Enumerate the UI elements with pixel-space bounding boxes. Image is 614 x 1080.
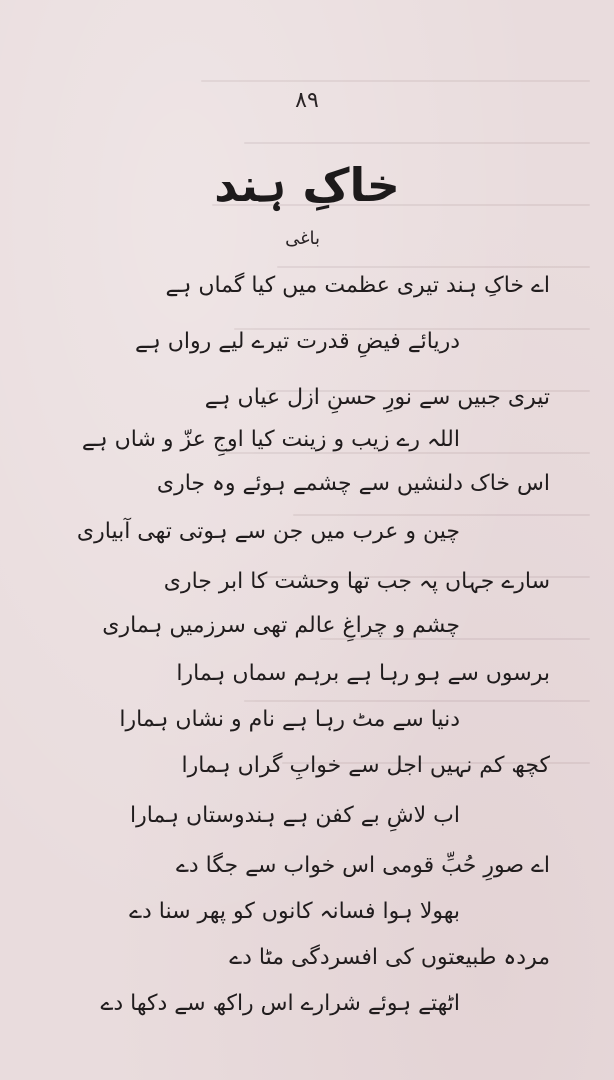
verse-line: برسوں سے ہو رہا ہے برہم سماں ہمارا [176, 661, 550, 686]
verse-line: اٹھتے ہوئے شرارے اس راکھ سے دکھا دے [100, 991, 460, 1016]
verse-line: کچھ کم نہیں اجل سے خوابِ گراں ہمارا [181, 753, 550, 778]
verse-line: تیری جبیں سے نورِ حسنِ ازل عیاں ہے [204, 385, 550, 410]
verse-line: مردہ طبیعتوں کی افسردگی مٹا دے [229, 945, 550, 970]
page-number: ۸۹ [295, 88, 319, 113]
verse-line: اللہ رے زیب و زینت کیا اوجِ عزّ و شاں ہے [81, 427, 460, 452]
poem-title: خاکِ ہند [214, 158, 400, 212]
verse-line: سارے جہاں پہ جب تھا وحشت کا ابر جاری [163, 569, 550, 594]
verse-line: دریائے فیضِ قدرت تیرے لیے رواں ہے [134, 329, 460, 354]
verse-line: چین و عرب میں جن سے ہوتی تھی آبیاری [76, 519, 460, 544]
verse-line: اس خاک دلنشیں سے چشمے ہوئے وہ جاری [156, 471, 550, 496]
verse-line: بھولا ہوا فسانہ کانوں کو پھر سنا دے [129, 899, 460, 924]
verse-line: چشم و چراغِ عالم تھی سرزمیں ہماری [102, 613, 460, 638]
verse-line: دنیا سے مٹ رہا ہے نام و نشاں ہمارا [119, 707, 460, 732]
verse-line: اے خاکِ ہند تیری عظمت میں کیا گماں ہے [165, 273, 550, 298]
poem-subtitle: باغی [285, 228, 320, 249]
verse-line: اب لاشِ بے کفن ہے ہندوستاں ہمارا [129, 803, 460, 828]
verse-line: اے صورِ حُبِّ قومی اس خواب سے جگا دے [175, 853, 550, 878]
